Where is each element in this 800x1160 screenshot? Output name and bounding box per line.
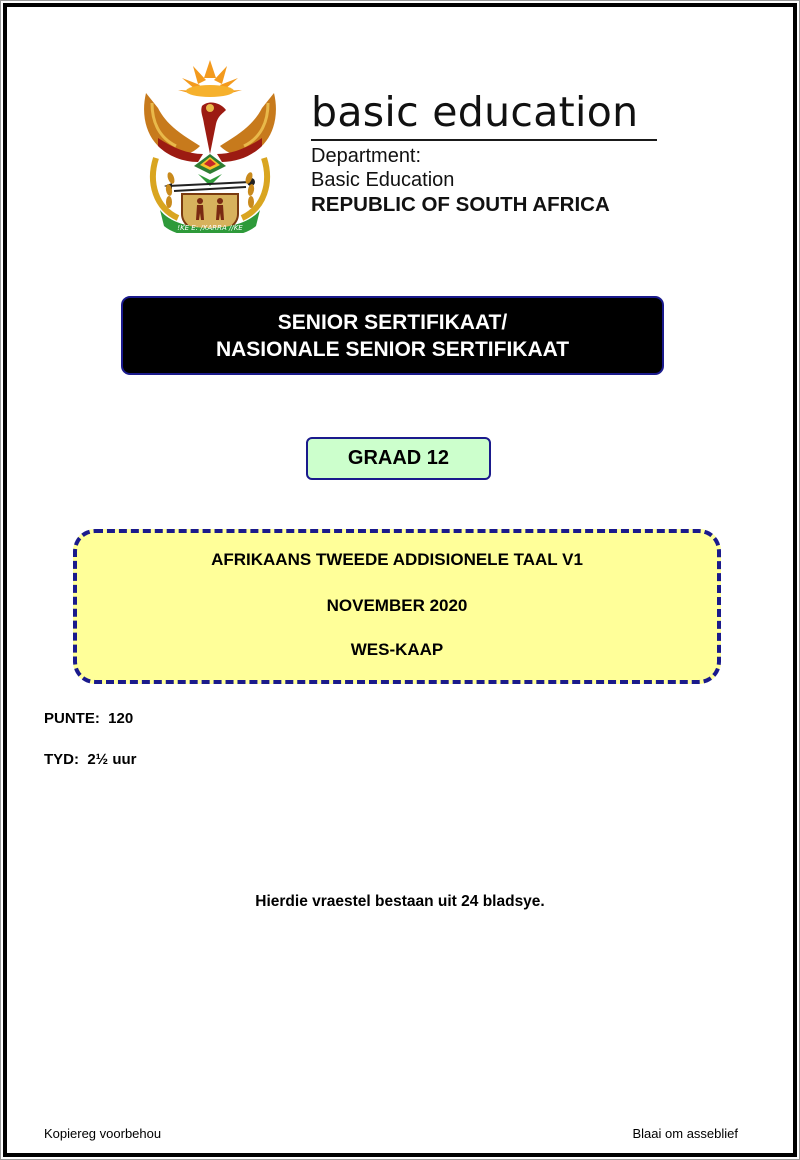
subject-panel xyxy=(73,529,721,684)
department-brand xyxy=(311,86,659,217)
page-count-note: Hierdie vraestel bestaan uit 24 bladsye. xyxy=(255,893,545,910)
country-name: REPUBLIC OF SOUTH AFRICA xyxy=(311,193,610,216)
department-name: Basic Education xyxy=(311,169,455,191)
coat-of-arms-icon xyxy=(138,58,283,233)
brand-title: basic education xyxy=(311,88,639,136)
turn-page-notice: Blaai om asseblief xyxy=(632,1126,738,1141)
certificate-banner xyxy=(121,296,664,375)
subject-name: AFRIKAANS TWEEDE ADDISIONELE TAAL V1 xyxy=(211,550,583,569)
grade-badge xyxy=(306,437,491,480)
certificate-line-1: SENIOR SERTIFIKAAT/ xyxy=(277,310,508,334)
letterhead xyxy=(138,58,668,238)
time-info: TYD: 2½ uur xyxy=(44,751,137,768)
brand-divider xyxy=(311,139,657,141)
certificate-line-2: NASIONALE SENIOR SERTIFIKAAT xyxy=(215,337,570,361)
crest-motto: !KE E: /XARRA //KE xyxy=(177,224,243,232)
marks-info: PUNTE: 120 xyxy=(44,710,134,727)
department-label: Department: xyxy=(311,145,422,167)
exam-session: NOVEMBER 2020 xyxy=(326,596,468,615)
province: WES-KAAP xyxy=(350,640,444,659)
copyright-notice: Kopiereg voorbehou xyxy=(44,1126,162,1141)
grade-label: GRAAD 12 xyxy=(347,447,450,469)
